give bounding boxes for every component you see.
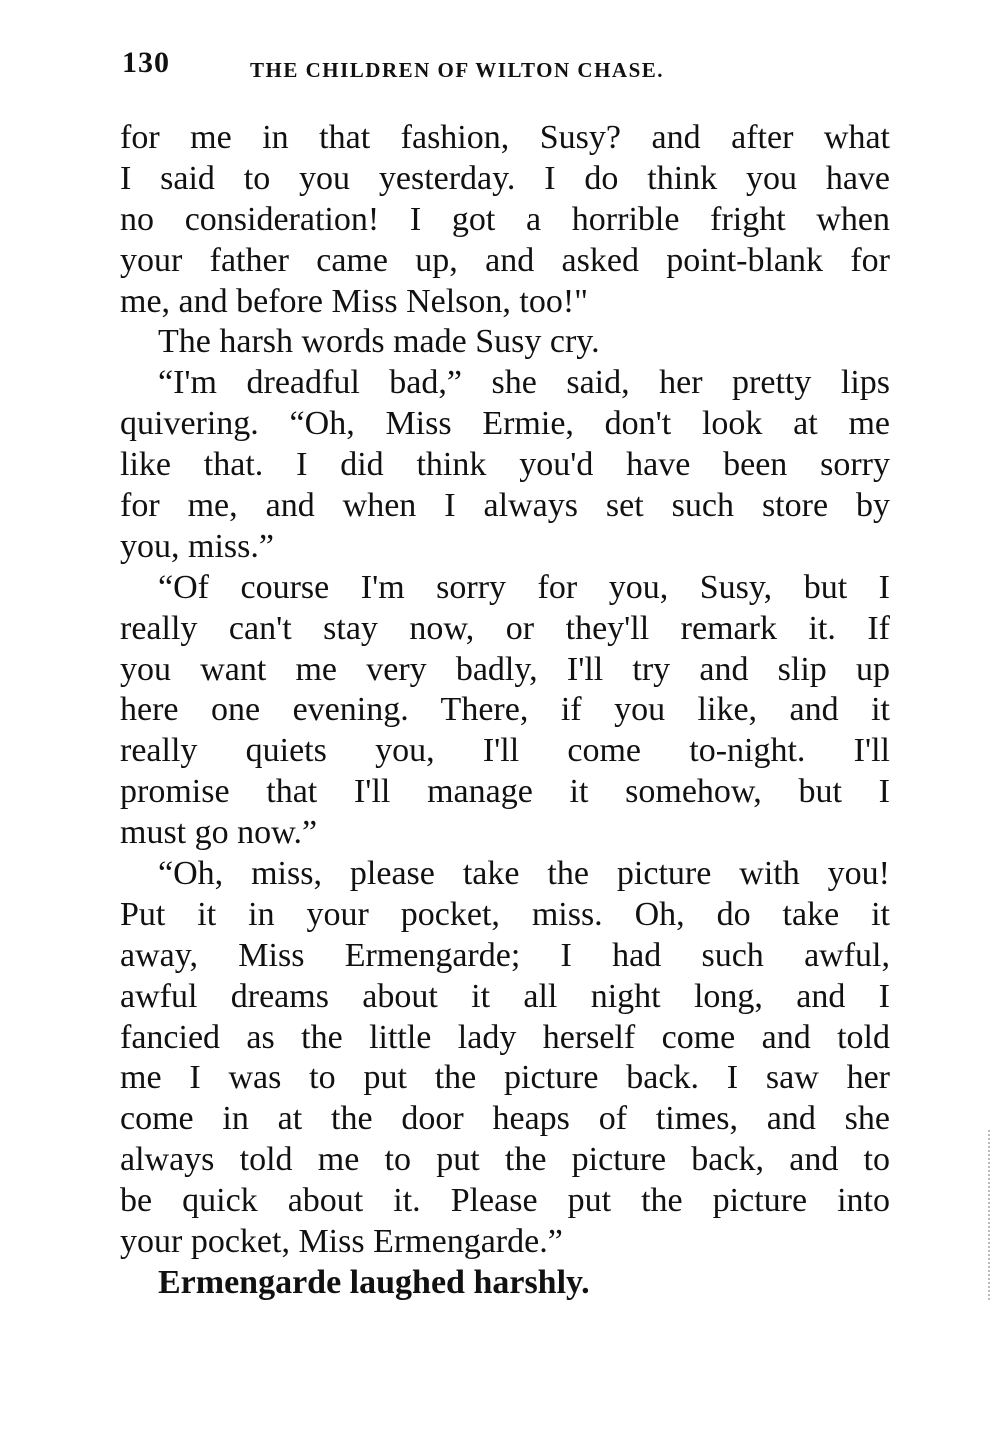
scan-margin-mark (988, 1130, 992, 1300)
text-line: really quiets you, I'll come to-night. I'll (120, 732, 890, 770)
text-line: come in at the door heaps of times, and she (120, 1100, 890, 1138)
text-line: fancied as the little lady herself come and told (120, 1018, 890, 1056)
text-line: “Oh, miss, please take the picture with you! (158, 855, 890, 893)
text-line: Ermengarde laughed harshly. (158, 1263, 590, 1301)
page-number: 130 (122, 46, 170, 79)
text-line: really can't stay now, or they'll remark it. If (120, 609, 890, 647)
body-text (120, 118, 890, 1304)
text-line: “Of course I'm sorry for you, Susy, but I (158, 568, 890, 606)
page-header (122, 46, 822, 90)
text-line: be quick about it. Please put the picture into (120, 1182, 890, 1220)
text-line: your pocket, Miss Ermengarde.” (120, 1223, 563, 1261)
text-line: here one evening. There, if you like, and it (120, 691, 890, 729)
text-line: for me, and when I always set such store by (120, 487, 890, 525)
text-line: I said to you yesterday. I do think you have (120, 159, 890, 197)
text-line: quivering. “Oh, Miss Ermie, don't look at me (120, 405, 890, 443)
text-line: me, and before Miss Nelson, too!" (120, 282, 589, 320)
text-line: you, miss.” (120, 527, 274, 565)
text-line: awful dreams about it all night long, and I (120, 977, 890, 1015)
text-line: promise that I'll manage it somehow, but I (120, 773, 890, 811)
text-line: your father came up, and asked point-blank for (120, 241, 890, 279)
running-title: THE CHILDREN OF WILTON CHASE. (250, 58, 665, 82)
text-line: “I'm dreadful bad,” she said, her pretty lips (158, 364, 890, 402)
text-line: always told me to put the picture back, and to (120, 1141, 890, 1179)
text-line: me I was to put the picture back. I saw her (120, 1059, 890, 1097)
text-line: must go now.” (120, 814, 318, 852)
text-line: no consideration! I got a horrible fright when (120, 200, 890, 238)
text-line: for me in that fashion, Susy? and after what (120, 119, 890, 156)
text-line: away, Miss Ermengarde; I had such awful, (120, 936, 890, 974)
text-line: Put it in your pocket, miss. Oh, do take it (120, 895, 890, 933)
text-line: The harsh words made Susy cry. (158, 323, 600, 361)
text-line: you want me very badly, I'll try and slip up (120, 650, 890, 688)
text-line: like that. I did think you'd have been sorry (120, 446, 890, 484)
